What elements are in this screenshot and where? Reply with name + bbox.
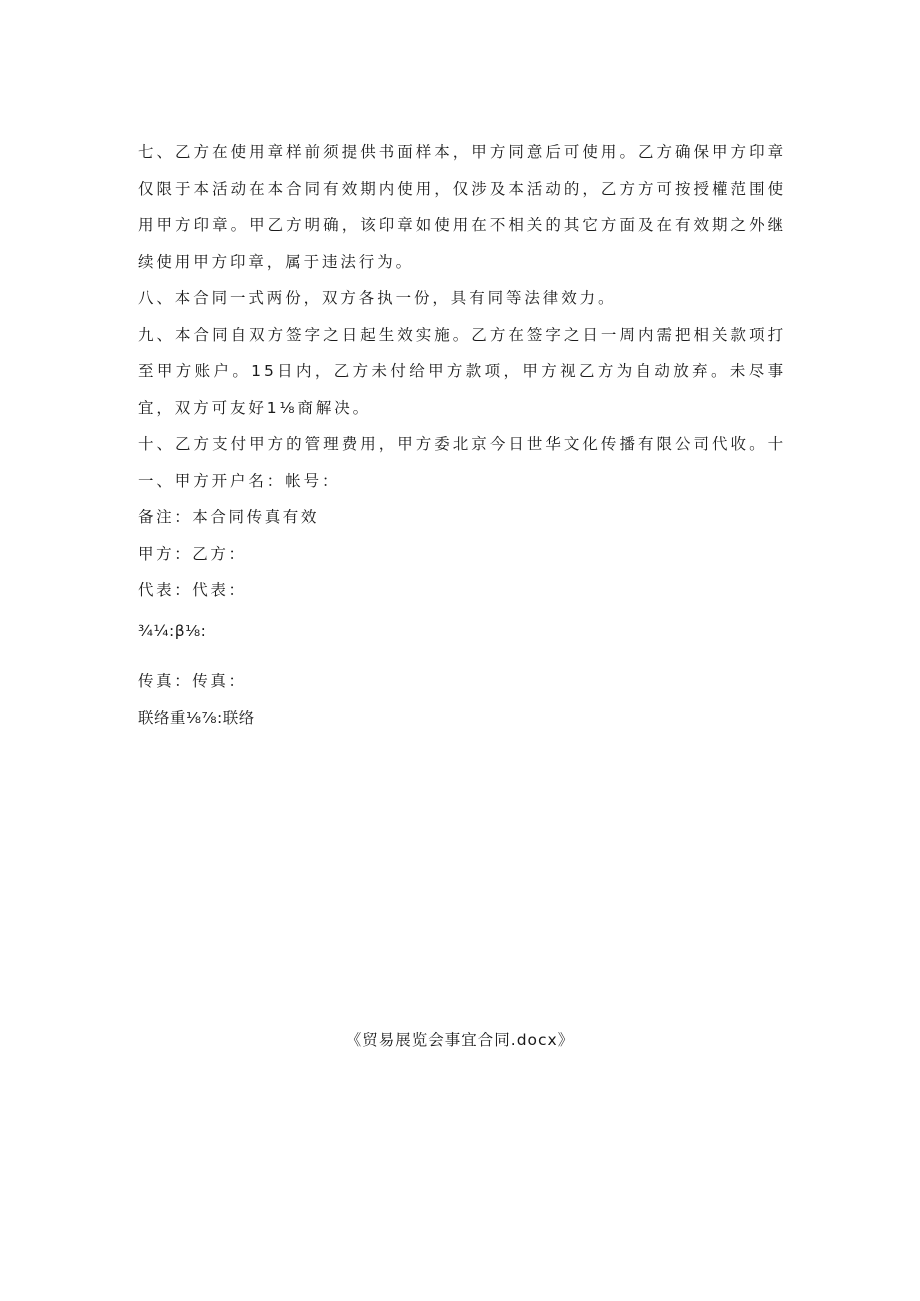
clause-8: 八、本合同一式两份，双方各执一份，具有同等法律效力。 bbox=[138, 289, 617, 307]
parties-line: 甲方：乙方： bbox=[138, 544, 247, 563]
clause-7: 七、乙方在使用章样前须提供书面样本，甲方同意后可使用。乙方确保甲方印章仅限于本活动在本合同有效期内使用，仅涉及本活动的，乙方方可按授權范围使用甲方印章。甲乙方明确，该印章如使用在不相关的其它方面及在有效期之外继续使用甲方印章，属于违法行为。 bbox=[138, 143, 786, 271]
clause-10: 十、乙方支付甲方的管理费用，甲方委北京今日世华文化传播有限公司代收。十一、甲方开户名：帐号： bbox=[138, 435, 786, 490]
clause-9: 九、本合同自双方签字之日起生效实施。乙方在签字之日一周内需把相关款项打至甲方账户。15日内，乙方未付给甲方款项，甲方视乙方为自动放弃。未尽事宜，双方可友好1⅛商解决。 bbox=[138, 325, 786, 417]
contract-body bbox=[138, 134, 786, 736]
faxes-line: 传真：传真： bbox=[138, 672, 247, 690]
representatives-line: 代表：代表： bbox=[138, 581, 247, 599]
document-filename-footer: 《贸易展览会事宜合同.docx》 bbox=[345, 1031, 575, 1049]
phones-line: ¾¼:β⅛: bbox=[138, 621, 207, 640]
note-line: 备注：本合同传真有效 bbox=[138, 508, 320, 526]
contacts-line: 联络重⅛⅞:联络 bbox=[138, 708, 255, 727]
spacer bbox=[138, 649, 786, 663]
